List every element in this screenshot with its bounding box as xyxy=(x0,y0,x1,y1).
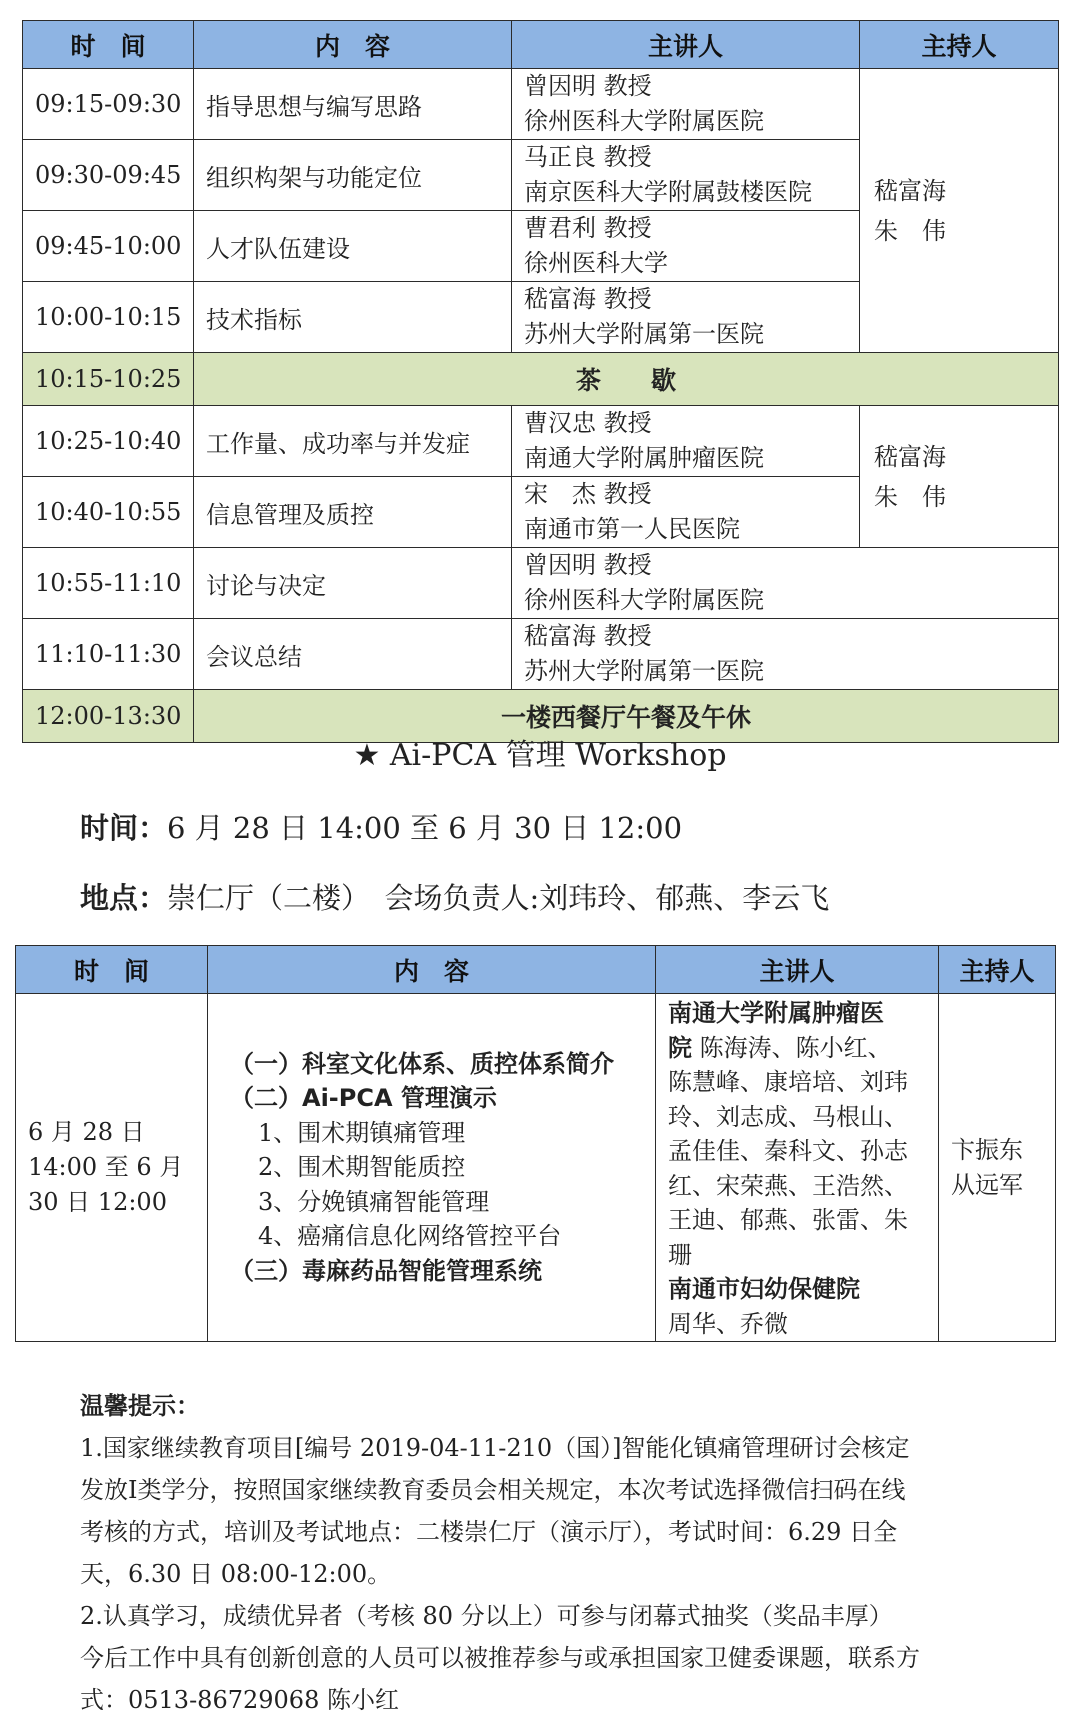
speaker-names: 周华、乔微 xyxy=(668,1309,788,1338)
row-time: 10:40-10:55 xyxy=(23,477,194,548)
workshop-place xyxy=(80,876,829,917)
break-row xyxy=(23,353,1059,406)
host-name: 朱 伟 xyxy=(874,216,946,245)
row-time: 09:15-09:30 xyxy=(23,69,194,140)
row-time: 10:25-10:40 xyxy=(23,406,194,477)
speaker-names: 红、宋荣燕、王浩然、 xyxy=(668,1171,908,1200)
row-speaker xyxy=(512,282,860,353)
tips-line: 考核的方式，培训及考试地点：二楼崇仁厅（演示厅），考试时间：6.29 日全 xyxy=(80,1518,898,1546)
speaker-name: 嵇富海 教授 xyxy=(524,285,652,313)
table-row xyxy=(23,548,1059,619)
content-section: （二）Ai-PCA 管理演示 xyxy=(230,1084,497,1113)
header-content: 内 容 xyxy=(194,21,512,69)
schedule-table-workshop xyxy=(15,945,1056,1342)
tea-break-label: 茶 歇 xyxy=(194,353,1059,406)
row-time: 10:00-10:15 xyxy=(23,282,194,353)
content-item: 1、围术期镇痛管理 xyxy=(258,1118,466,1147)
header-time: 时 间 xyxy=(23,21,194,69)
speaker-affiliation: 徐州医科大学附属医院 xyxy=(524,107,764,135)
speaker-institution: 南通市妇幼保健院 xyxy=(668,1275,860,1303)
speaker-affiliation: 徐州医科大学附属医院 xyxy=(524,586,764,614)
speaker-affiliation: 南通市第一人民医院 xyxy=(524,515,740,543)
header-speaker: 主讲人 xyxy=(656,946,939,994)
speaker-names: 珊 xyxy=(668,1240,692,1269)
time-line: 14:00 至 6 月 xyxy=(28,1153,184,1181)
speaker-names: 孟佳佳、秦科文、孙志 xyxy=(668,1137,908,1165)
header-host: 主持人 xyxy=(860,21,1059,69)
speaker-name: 曹君利 教授 xyxy=(524,214,652,242)
host-name: 嵇富海 xyxy=(874,442,946,471)
host-cell xyxy=(939,994,1056,1342)
row-content: 指导思想与编写思路 xyxy=(194,69,512,140)
time-value: 6 月 28 日 14:00 至 6 月 30 日 12:00 xyxy=(167,811,683,845)
speaker-affiliation: 南通大学附属肿瘤医院 xyxy=(524,444,764,472)
schedule-table-morning xyxy=(22,20,1059,743)
place-label: 地点： xyxy=(80,881,168,915)
header-host: 主持人 xyxy=(939,946,1056,994)
table-row xyxy=(23,69,1059,140)
row-time: 10:15-10:25 xyxy=(23,353,194,406)
lunch-label: 一楼西餐厅午餐及午休 xyxy=(194,690,1059,743)
row-speaker xyxy=(656,994,939,1342)
row-time xyxy=(16,994,208,1342)
speaker-name: 嵇富海 教授 xyxy=(524,622,652,650)
time-line: 6 月 28 日 xyxy=(28,1118,145,1146)
workshop-title: ★ Ai-PCA 管理 Workshop xyxy=(353,738,727,773)
time-label: 时间： xyxy=(80,811,168,845)
row-content: 工作量、成功率与并发症 xyxy=(194,406,512,477)
speaker-institution: 院 xyxy=(668,1033,692,1062)
speaker-name: 马正良 教授 xyxy=(524,143,652,171)
table-row xyxy=(23,619,1059,690)
content-item: 4、癌痛信息化网络管控平台 xyxy=(258,1222,562,1251)
place-value: 崇仁厅（二楼） 会场负责人:刘玮玲、郁燕、李云飞 xyxy=(167,881,830,915)
row-content: 会议总结 xyxy=(194,619,512,690)
speaker-affiliation: 苏州大学附属第一医院 xyxy=(524,320,764,348)
row-time: 10:55-11:10 xyxy=(23,548,194,619)
speaker-institution: 南通大学附属肿瘤医 xyxy=(668,999,884,1027)
row-content xyxy=(208,994,656,1342)
host-name: 卞振东 xyxy=(951,1135,1023,1164)
header-content: 内 容 xyxy=(208,946,656,994)
speaker-name: 曾因明 教授 xyxy=(524,72,652,100)
header-speaker: 主讲人 xyxy=(512,21,860,69)
row-content: 讨论与决定 xyxy=(194,548,512,619)
speaker-name: 宋 杰 教授 xyxy=(524,480,652,508)
row-time: 11:10-11:30 xyxy=(23,619,194,690)
workshop-time xyxy=(80,806,682,847)
host-name: 朱 伟 xyxy=(874,482,946,511)
speaker-affiliation: 苏州大学附属第一医院 xyxy=(524,657,764,685)
table-row xyxy=(23,406,1059,477)
row-time: 09:30-09:45 xyxy=(23,140,194,211)
row-content: 信息管理及质控 xyxy=(194,477,512,548)
row-speaker xyxy=(512,406,860,477)
speaker-names: 陈慧峰、康培培、刘玮 xyxy=(668,1068,908,1096)
table-header-row xyxy=(23,21,1059,69)
speaker-names: 王迪、郁燕、张雷、朱 xyxy=(668,1206,908,1234)
table-header-row xyxy=(16,946,1056,994)
content-item: 2、围术期智能质控 xyxy=(258,1153,466,1182)
row-time: 12:00-13:30 xyxy=(23,690,194,743)
row-speaker xyxy=(512,211,860,282)
tips-line: 今后工作中具有创新创意的人员可以被推荐参与或承担国家卫健委课题，联系方 xyxy=(80,1644,920,1672)
time-line: 30 日 12:00 xyxy=(28,1188,167,1216)
speaker-affiliation: 南京医科大学附属鼓楼医院 xyxy=(524,178,812,206)
host-name: 嵇富海 xyxy=(874,176,946,205)
row-content: 人才队伍建设 xyxy=(194,211,512,282)
speaker-names: 玲、刘志成、马根山、 xyxy=(668,1102,908,1131)
speaker-name: 曾因明 教授 xyxy=(524,551,652,579)
table-row xyxy=(16,994,1056,1342)
tips-line: 天，6.30 日 08:00-12:00。 xyxy=(80,1560,392,1588)
header-time: 时 间 xyxy=(16,946,208,994)
row-speaker xyxy=(512,619,1059,690)
tips-title: 温馨提示： xyxy=(80,1392,200,1420)
row-speaker xyxy=(512,140,860,211)
tips-line: 2.认真学习，成绩优异者（考核 80 分以上）可参与闭幕式抽奖（奖品丰厚） xyxy=(80,1602,893,1630)
host-cell xyxy=(860,69,1059,353)
host-cell xyxy=(860,406,1059,548)
tips-line: 发放Ⅰ类学分，按照国家继续教育委员会相关规定，本次考试选择微信扫码在线 xyxy=(80,1476,906,1504)
row-content: 组织构架与功能定位 xyxy=(194,140,512,211)
host-name: 从远军 xyxy=(951,1170,1023,1199)
row-time: 09:45-10:00 xyxy=(23,211,194,282)
speaker-names: 陈海涛、陈小红、 xyxy=(692,1033,892,1062)
row-speaker xyxy=(512,69,860,140)
row-speaker xyxy=(512,477,860,548)
content-section: （一）科室文化体系、质控体系简介 xyxy=(230,1049,614,1078)
content-item: 3、分娩镇痛智能管理 xyxy=(258,1187,490,1216)
row-speaker xyxy=(512,548,1059,619)
speaker-name: 曹汉忠 教授 xyxy=(524,409,652,437)
row-content: 技术指标 xyxy=(194,282,512,353)
tips-line: 1.国家继续教育项目[编号 2019-04-11-210（国）]智能化镇痛管理研讨会核定 xyxy=(80,1434,910,1462)
speaker-affiliation: 徐州医科大学 xyxy=(524,249,668,277)
tips-section xyxy=(80,1385,1040,1721)
content-section: （三）毒麻药品智能管理系统 xyxy=(230,1256,542,1285)
tips-line: 式：0513-86729068 陈小红 xyxy=(80,1686,399,1714)
